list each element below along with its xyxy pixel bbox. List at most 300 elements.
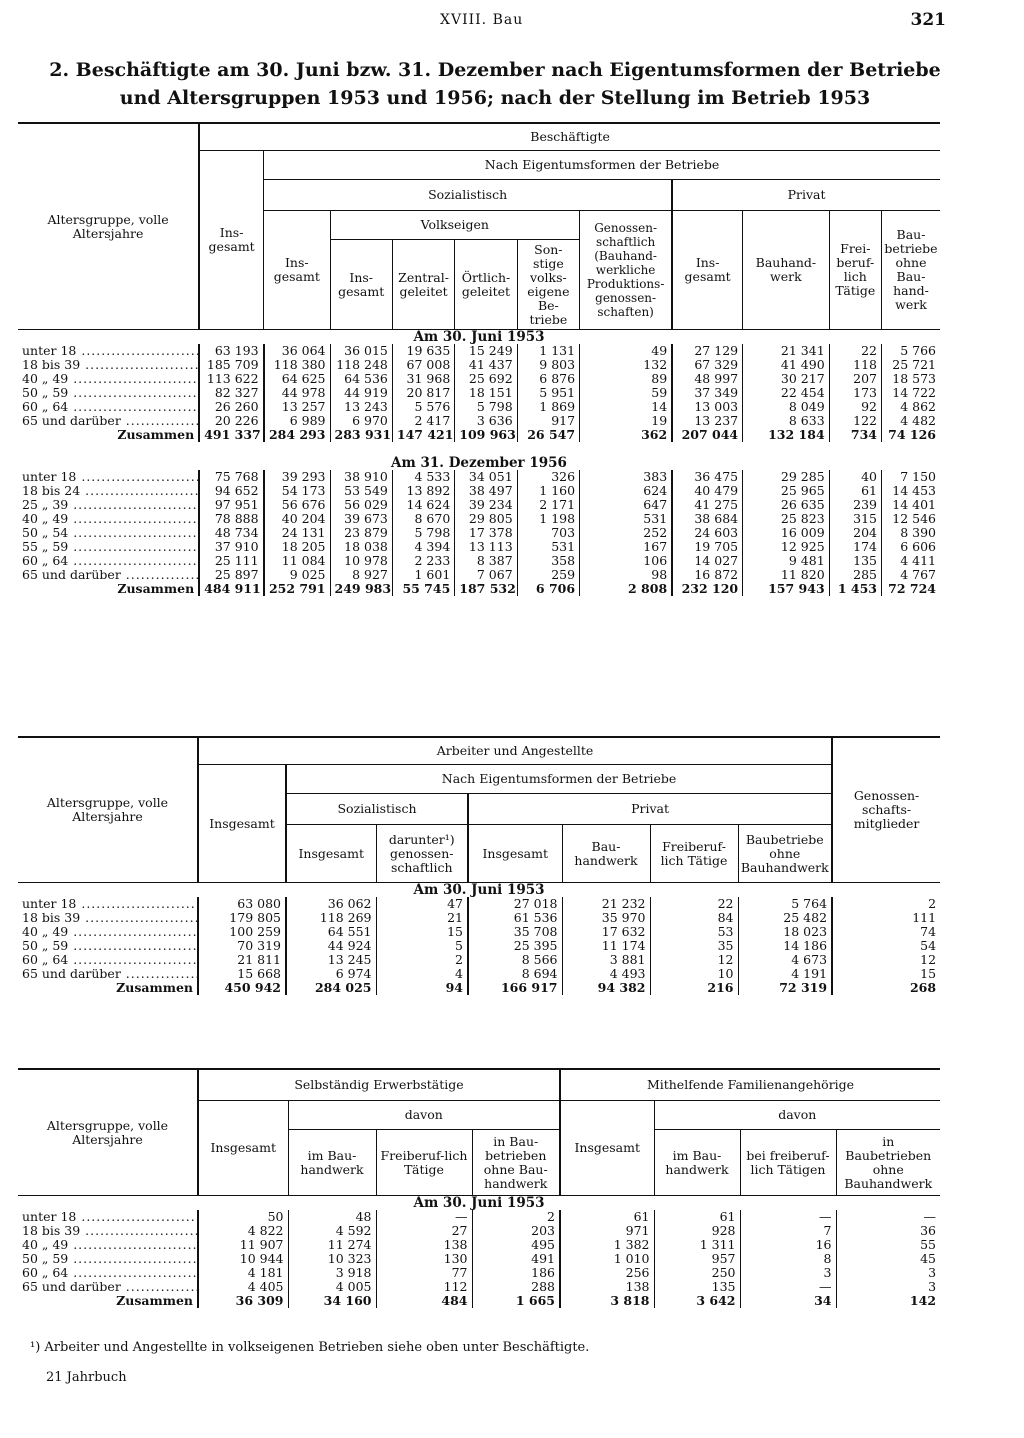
t3-row	[18, 1224, 940, 1238]
cell-value: 284 293	[264, 428, 330, 442]
cell-value: 15	[832, 967, 940, 981]
cell-value: 78 888	[199, 512, 263, 526]
cell-value: 24 603	[672, 526, 742, 540]
cell-value: 5 766	[881, 344, 940, 358]
cell-value: 1 453	[829, 582, 881, 596]
cell-value: 8	[740, 1252, 836, 1266]
cell-value: 173	[829, 386, 881, 400]
cell-value: 25 111	[199, 554, 263, 568]
cell-value: 2 233	[392, 554, 454, 568]
cell-value: 1 665	[472, 1294, 560, 1308]
cell-value: 36 062	[286, 897, 376, 911]
t1-header-age: Altersgruppe, volle Altersjahre	[18, 123, 199, 330]
cell-value: 14	[580, 400, 673, 414]
cell-value: 55 745	[392, 582, 454, 596]
cell-value: 21 811	[198, 953, 286, 967]
cell-value: 26 635	[743, 498, 830, 512]
cell-value: 11 274	[288, 1238, 376, 1252]
cell-value: 7	[740, 1224, 836, 1238]
cell-value: 35	[650, 939, 738, 953]
cell-value: 26 260	[199, 400, 263, 414]
cell-value: 36 475	[672, 470, 742, 484]
t1-section-1953-label: Am 30. Juni 1953	[413, 329, 545, 344]
cell-value: 63 193	[199, 344, 263, 358]
t2-row	[18, 897, 940, 911]
cell-value: 26 547	[517, 428, 579, 442]
cell-value: 3 918	[288, 1266, 376, 1280]
cell-value: 39 293	[264, 470, 330, 484]
page-signature: 21 Jahrbuch	[46, 1370, 127, 1385]
row-label: unter 18 .....	[18, 1210, 198, 1224]
t3-row	[18, 1210, 940, 1224]
t1-row	[18, 414, 940, 428]
t1-header-volkseigen: Volkseigen	[330, 211, 580, 240]
cell-value: 8 049	[743, 400, 830, 414]
cell-value: 48 734	[199, 526, 263, 540]
cell-value: 18 038	[330, 540, 392, 554]
row-label: 65 und darüber .....	[18, 1280, 198, 1294]
row-label: 40 „ 49 .....	[18, 372, 199, 386]
cell-value: 2 417	[392, 414, 454, 428]
t1-row	[18, 386, 940, 400]
cell-value: 12	[650, 953, 738, 967]
cell-value: 13 257	[264, 400, 330, 414]
t2-header-insgesamt: Insgesamt	[198, 765, 286, 883]
row-label: unter 18 .....	[18, 470, 199, 484]
cell-value: 64 625	[264, 372, 330, 386]
cell-value: 13 245	[286, 953, 376, 967]
cell-value: 179 805	[198, 911, 286, 925]
cell-value: 25 692	[455, 372, 517, 386]
title-line-2: und Altersgruppen 1953 und 1956; nach der Stellung im Betrieb 1953	[119, 87, 871, 109]
cell-value: 495	[472, 1238, 560, 1252]
cell-value: 22	[829, 344, 881, 358]
t2-header-age: Altersgruppe, volle Altersjahre	[18, 737, 198, 883]
cell-value: 41 437	[455, 358, 517, 372]
t2-header-genossenschaftsmitglieder: Genossen-schafts-mitglieder	[832, 737, 940, 883]
cell-value: 36	[836, 1224, 940, 1238]
cell-value: 252 791	[264, 582, 330, 596]
cell-value: —	[376, 1210, 472, 1224]
row-label: 60 „ 64 .....	[18, 554, 199, 568]
t3-section-1953-label: Am 30. Juni 1953	[413, 1195, 545, 1210]
footnote: ¹) Arbeiter und Angestellte in volkseigenen Betrieben siehe oben unter Beschäftigte.	[30, 1340, 590, 1355]
row-label: 18 bis 24 .....	[18, 484, 199, 498]
cell-value: 48 997	[672, 372, 742, 386]
cell-value: 16 872	[672, 568, 742, 582]
cell-value: 25 395	[468, 939, 562, 953]
table-selbstaendige-mithelfende	[18, 1068, 940, 1308]
cell-value: 14 624	[392, 498, 454, 512]
cell-value: 25 965	[743, 484, 830, 498]
cell-value: 45	[836, 1252, 940, 1266]
cell-value: 16	[740, 1238, 836, 1252]
t2-row	[18, 939, 940, 953]
t1-row	[18, 554, 940, 568]
cell-value: 147 421	[392, 428, 454, 442]
cell-value: 22 454	[743, 386, 830, 400]
cell-value: 7 067	[455, 568, 517, 582]
cell-value: 118	[829, 358, 881, 372]
cell-value: 39 234	[455, 498, 517, 512]
t2-header-priv-insgesamt: Insgesamt	[468, 825, 562, 883]
cell-value: 29 285	[743, 470, 830, 484]
cell-value: 35 970	[562, 911, 650, 925]
cell-value: 11 820	[743, 568, 830, 582]
row-label: 65 und darüber .....	[18, 568, 199, 582]
cell-value: 21 232	[562, 897, 650, 911]
t1-header-eigentum: Nach Eigentumsformen der Betriebe	[264, 151, 940, 180]
cell-value: 249 983	[330, 582, 392, 596]
cell-value: 64 536	[330, 372, 392, 386]
t3-total-row	[18, 1294, 940, 1308]
cell-value: 75 768	[199, 470, 263, 484]
t3-header-s-bauhandwerk: im Bau-handwerk	[288, 1130, 376, 1196]
t1-header-privat: Privat	[672, 180, 940, 211]
cell-value: 34 160	[288, 1294, 376, 1308]
row-label: Zusammen	[117, 582, 195, 596]
t1-row	[18, 372, 940, 386]
cell-value: 27	[376, 1224, 472, 1238]
cell-value: 2	[832, 897, 940, 911]
t1-header-soz-insgesamt: Ins-gesamt	[264, 211, 330, 330]
row-label: unter 18 .....	[18, 897, 198, 911]
cell-value: 315	[829, 512, 881, 526]
cell-value: 63 080	[198, 897, 286, 911]
cell-value: 2	[472, 1210, 560, 1224]
cell-value: 94 382	[562, 981, 650, 995]
row-label: 18 bis 39 .....	[18, 911, 198, 925]
section-title: XVIII. Bau	[440, 12, 524, 28]
table-arbeiter-angestellte	[18, 736, 940, 995]
t1-header-zentral: Zentral-geleitet	[392, 240, 454, 330]
cell-value: 15 249	[455, 344, 517, 358]
cell-value: 5 576	[392, 400, 454, 414]
cell-value: 56 029	[330, 498, 392, 512]
cell-value: 64 551	[286, 925, 376, 939]
cell-value: 12 546	[881, 512, 940, 526]
cell-value: 1 131	[517, 344, 579, 358]
cell-value: 12	[832, 953, 940, 967]
cell-value: 8 633	[743, 414, 830, 428]
cell-value: 166 917	[468, 981, 562, 995]
t2-header-baubetriebe: Baubetriebe ohne Bauhandwerk	[738, 825, 832, 883]
cell-value: 25 721	[881, 358, 940, 372]
row-label: 55 „ 59 .....	[18, 540, 199, 554]
cell-value: 24 131	[264, 526, 330, 540]
t3-header-s-freiberuflich: Freiberuf-lich Tätige	[376, 1130, 472, 1196]
cell-value: 36 064	[264, 344, 330, 358]
cell-value: 20 817	[392, 386, 454, 400]
cell-value: 5 764	[738, 897, 832, 911]
t1-header-genossenschaftlich: Genossen-schaftlich (Bauhand-werkliche Produktions-genossen-schaften)	[580, 211, 673, 330]
cell-value: 285	[829, 568, 881, 582]
t2-section-1953-label: Am 30. Juni 1953	[413, 882, 545, 897]
t1-header-insgesamt: Ins-gesamt	[199, 151, 263, 330]
cell-value: 6 606	[881, 540, 940, 554]
cell-value: 47	[376, 897, 468, 911]
t2-section-1953	[18, 883, 940, 898]
cell-value: 6 706	[517, 582, 579, 596]
cell-value: 13 237	[672, 414, 742, 428]
cell-value: 4 482	[881, 414, 940, 428]
t2-row	[18, 925, 940, 939]
cell-value: 25 823	[743, 512, 830, 526]
cell-value: 703	[517, 526, 579, 540]
cell-value: 4 493	[562, 967, 650, 981]
cell-value: 8 387	[455, 554, 517, 568]
cell-value: 25 897	[199, 568, 263, 582]
cell-value: 41 275	[672, 498, 742, 512]
t1-header-oertlich: Örtlich-geleitet	[455, 240, 517, 330]
cell-value: 67 329	[672, 358, 742, 372]
cell-value: 34 051	[455, 470, 517, 484]
cell-value: 12 925	[743, 540, 830, 554]
cell-value: 21 341	[743, 344, 830, 358]
cell-value: 39 673	[330, 512, 392, 526]
table-beschaeftigte	[18, 122, 940, 596]
cell-value: 3	[836, 1280, 940, 1294]
cell-value: 2 808	[580, 582, 673, 596]
cell-value: 4 191	[738, 967, 832, 981]
cell-value: 284 025	[286, 981, 376, 995]
cell-value: 112	[376, 1280, 472, 1294]
cell-value: 484	[376, 1294, 472, 1308]
cell-value: 734	[829, 428, 881, 442]
cell-value: 67 008	[392, 358, 454, 372]
t3-header-s-baubetriebe: in Bau-betrieben ohne Bau-handwerk	[472, 1130, 560, 1196]
cell-value: 484 911	[199, 582, 263, 596]
row-label: 50 „ 59 .....	[18, 386, 199, 400]
cell-value: 383	[580, 470, 673, 484]
t1-total-row	[18, 428, 940, 442]
cell-value: 138	[376, 1238, 472, 1252]
cell-value: 18 023	[738, 925, 832, 939]
cell-value: 1 198	[517, 512, 579, 526]
cell-value: 9 481	[743, 554, 830, 568]
cell-value: 4 005	[288, 1280, 376, 1294]
cell-value: 5 951	[517, 386, 579, 400]
cell-value: 10 323	[288, 1252, 376, 1266]
cell-value: 82 327	[199, 386, 263, 400]
cell-value: 1 869	[517, 400, 579, 414]
cell-value: 54 173	[264, 484, 330, 498]
cell-value: 6 876	[517, 372, 579, 386]
row-label: 40 „ 49 .....	[18, 925, 198, 939]
cell-value: 27 129	[672, 344, 742, 358]
cell-value: 5 798	[455, 400, 517, 414]
row-label: 40 „ 49 .....	[18, 1238, 198, 1252]
cell-value: 61	[654, 1210, 740, 1224]
cell-value: 40 479	[672, 484, 742, 498]
t1-header-freiberuflich: Frei-beruf-lich Tätige	[829, 211, 881, 330]
t1-section-1956-label: Am 31. Dezember 1956	[391, 456, 567, 470]
cell-value: 491	[472, 1252, 560, 1266]
cell-value: 40 204	[264, 512, 330, 526]
cell-value: 14 722	[881, 386, 940, 400]
t1-row	[18, 484, 940, 498]
cell-value: 36 015	[330, 344, 392, 358]
cell-value: —	[740, 1280, 836, 1294]
cell-value: 1 160	[517, 484, 579, 498]
cell-value: 55	[836, 1238, 940, 1252]
cell-value: 957	[654, 1252, 740, 1266]
t3-row	[18, 1252, 940, 1266]
cell-value: 135	[829, 554, 881, 568]
cell-value: 3 818	[560, 1294, 654, 1308]
cell-value: 16 009	[743, 526, 830, 540]
cell-value: 14 401	[881, 498, 940, 512]
cell-value: 22	[650, 897, 738, 911]
cell-value: 98	[580, 568, 673, 582]
cell-value: 9 025	[264, 568, 330, 582]
cell-value: 624	[580, 484, 673, 498]
cell-value: 4 862	[881, 400, 940, 414]
row-label: 60 „ 64 .....	[18, 1266, 198, 1280]
t3-header-m-davon: davon	[654, 1101, 940, 1130]
cell-value: 4 592	[288, 1224, 376, 1238]
cell-value: 362	[580, 428, 673, 442]
cell-value: 4 181	[198, 1266, 288, 1280]
row-label: Zusammen	[116, 1294, 193, 1308]
cell-value: 3	[740, 1266, 836, 1280]
cell-value: 6 974	[286, 967, 376, 981]
row-label: 40 „ 49 .....	[18, 512, 199, 526]
t3-header-selbstaendig: Selbständig Erwerbstätige	[198, 1069, 560, 1101]
cell-value: 917	[517, 414, 579, 428]
cell-value: 10 978	[330, 554, 392, 568]
cell-value: 252	[580, 526, 673, 540]
row-label: 50 „ 54 .....	[18, 526, 199, 540]
cell-value: 531	[517, 540, 579, 554]
cell-value: 11 174	[562, 939, 650, 953]
cell-value: 74 126	[881, 428, 940, 442]
cell-value: 187 532	[455, 582, 517, 596]
cell-value: 259	[517, 568, 579, 582]
cell-value: 15	[376, 925, 468, 939]
cell-value: 38 497	[455, 484, 517, 498]
cell-value: 207 044	[672, 428, 742, 442]
cell-value: 3 642	[654, 1294, 740, 1308]
row-label: 18 bis 39 .....	[18, 358, 199, 372]
cell-value: 138	[560, 1280, 654, 1294]
cell-value: 53	[650, 925, 738, 939]
cell-value: 18 151	[455, 386, 517, 400]
row-label: unter 18 .....	[18, 344, 199, 358]
cell-value: 167	[580, 540, 673, 554]
cell-value: 44 924	[286, 939, 376, 953]
cell-value: 928	[654, 1224, 740, 1238]
cell-value: 132	[580, 358, 673, 372]
cell-value: 4 394	[392, 540, 454, 554]
cell-value: 185 709	[199, 358, 263, 372]
cell-value: 27 018	[468, 897, 562, 911]
cell-value: 38 684	[672, 512, 742, 526]
cell-value: 130	[376, 1252, 472, 1266]
cell-value: 7 150	[881, 470, 940, 484]
t1-row	[18, 568, 940, 582]
cell-value: 491 337	[199, 428, 263, 442]
cell-value: 70 319	[198, 939, 286, 953]
cell-value: 450 942	[198, 981, 286, 995]
cell-value: 8 694	[468, 967, 562, 981]
cell-value: 4 822	[198, 1224, 288, 1238]
t1-header-sozialistisch: Sozialistisch	[264, 180, 673, 211]
t2-header-privat: Privat	[468, 794, 832, 825]
t3-header-m-insgesamt: Insgesamt	[560, 1101, 654, 1196]
t1-row	[18, 344, 940, 358]
row-label: 25 „ 39 .....	[18, 498, 199, 512]
row-label: 60 „ 64 .....	[18, 400, 199, 414]
cell-value: 40	[829, 470, 881, 484]
cell-value: 20 226	[199, 414, 263, 428]
cell-value: —	[836, 1210, 940, 1224]
cell-value: 15 668	[198, 967, 286, 981]
cell-value: 250	[654, 1266, 740, 1280]
t1-section-1956	[18, 456, 940, 470]
cell-value: 61 536	[468, 911, 562, 925]
t2-header-eigentum: Nach Eigentumsformen der Betriebe	[286, 765, 832, 794]
cell-value: 17 632	[562, 925, 650, 939]
cell-value: 111	[832, 911, 940, 925]
t1-header-baubetriebe: Bau-betriebe ohne Bau-hand-werk	[881, 211, 940, 330]
cell-value: 19 705	[672, 540, 742, 554]
cell-value: 9 803	[517, 358, 579, 372]
cell-value: 204	[829, 526, 881, 540]
row-label: 60 „ 64 .....	[18, 953, 198, 967]
cell-value: 109 963	[455, 428, 517, 442]
cell-value: 157 943	[743, 582, 830, 596]
cell-value: 10	[650, 967, 738, 981]
cell-value: 358	[517, 554, 579, 568]
t1-row	[18, 498, 940, 512]
cell-value: 13 892	[392, 484, 454, 498]
cell-value: 14 027	[672, 554, 742, 568]
row-label: Zusammen	[116, 981, 193, 995]
cell-value: 288	[472, 1280, 560, 1294]
cell-value: 268	[832, 981, 940, 995]
cell-value: 23 879	[330, 526, 392, 540]
cell-value: 113 622	[199, 372, 263, 386]
cell-value: 118 380	[264, 358, 330, 372]
cell-value: 50	[198, 1210, 288, 1224]
cell-value: 38 910	[330, 470, 392, 484]
cell-value: 531	[580, 512, 673, 526]
cell-value: 6 970	[330, 414, 392, 428]
cell-value: 89	[580, 372, 673, 386]
t3-header-age: Altersgruppe, volle Altersjahre	[18, 1069, 198, 1196]
row-label: 65 und darüber .....	[18, 414, 199, 428]
page-title	[30, 56, 960, 112]
t3-header-m-bauhandwerk: im Bau-handwerk	[654, 1130, 740, 1196]
t2-row	[18, 953, 940, 967]
cell-value: 207	[829, 372, 881, 386]
cell-value: 37 349	[672, 386, 742, 400]
t1-header-v-insgesamt: Ins-gesamt	[330, 240, 392, 330]
cell-value: 25 482	[738, 911, 832, 925]
cell-value: 118 248	[330, 358, 392, 372]
cell-value: 44 978	[264, 386, 330, 400]
cell-value: 8 566	[468, 953, 562, 967]
cell-value: 100 259	[198, 925, 286, 939]
cell-value: 30 217	[743, 372, 830, 386]
cell-value: 19	[580, 414, 673, 428]
t2-row	[18, 967, 940, 981]
t3-row	[18, 1238, 940, 1252]
cell-value: 203	[472, 1224, 560, 1238]
t1-row	[18, 358, 940, 372]
cell-value: 36 309	[198, 1294, 288, 1308]
